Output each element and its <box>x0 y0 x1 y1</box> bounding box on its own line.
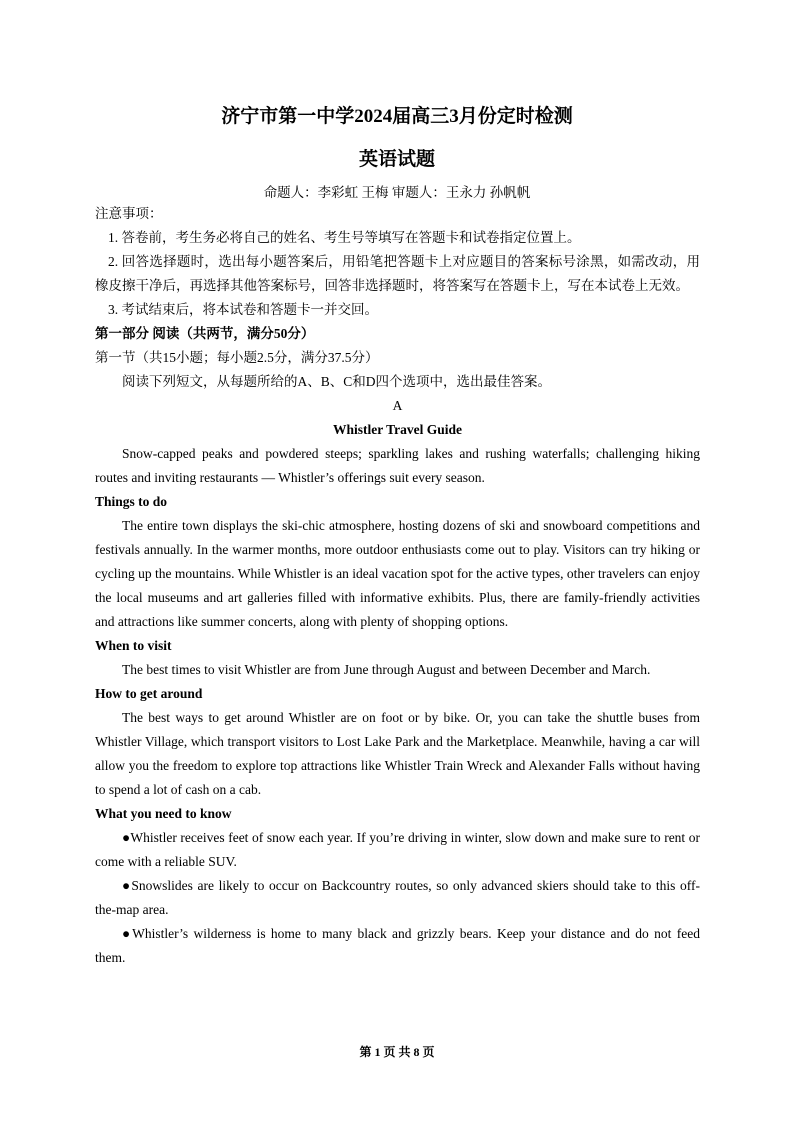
passage-section-heading: How to get around <box>95 686 203 701</box>
passage-label: A <box>392 398 403 413</box>
exam-subtitle: 英语试题 <box>358 149 435 170</box>
exam-body <box>95 202 700 970</box>
note-item: 2. 回答选择题时，选出每小题答案后，用铅笔把答题卡上对应题目的答案标号涂黑，如需改动，用橡皮擦干净后，再选择其他答案标号，回答非选择题时，将答案写在答题卡上，写在本试卷上无效。 <box>95 254 700 293</box>
bullet-paragraph: ●Whistler receives feet of snow each year. If you’re driving in winter, slow down and make sure to rent or come with a reliable SUV. <box>95 830 700 869</box>
passage-section-heading: When to visit <box>95 638 172 653</box>
bullet-paragraph: ●Whistler’s wilderness is home to many black and grizzly bears. Keep your distance and do not feed them. <box>95 926 700 965</box>
passage-section-heading: What you need to know <box>95 806 232 821</box>
bullet-paragraph: ●Snowslides are likely to occur on Backcountry routes, so only advanced skiers should take to this off-the-map area. <box>95 878 700 917</box>
page-number: 第 1 页 共 8 页 <box>359 1045 435 1059</box>
passage-paragraph: The best times to visit Whistler are from June through August and between December and March. <box>122 662 651 677</box>
part-heading: 第一部分 阅读（共两节，满分50分） <box>95 326 315 341</box>
passage-title: Whistler Travel Guide <box>332 422 462 437</box>
section-heading: 第一节（共15小题；每小题2.5分，满分37.5分） <box>95 350 379 365</box>
note-item: 1. 答卷前，考生务必将自己的姓名、考生号等填写在答题卡和试卷指定位置上。 <box>108 230 581 245</box>
passage-paragraph: The entire town displays the ski-chic atmosphere, hosting dozens of ski and snowboard competitions and festivals annually. In the warmer months, more outdoor enthusiasts come out to play. Visitors can try hiking or cycling up the mountains. While Whistler is an ideal vacation spot for the active types, other travelers can enjoy the local museums and art galleries filled with informative exhibits. Plus, there are family-friendly activities and attractions like summer concerts, along with plenty of shopping options. <box>95 518 700 629</box>
note-item: 3. 考试结束后，将本试卷和答题卡一并交回。 <box>108 302 378 317</box>
passage-paragraph: The best ways to get around Whistler are on foot or by bike. Or, you can take the shuttle buses from Whistler Village, which transport visitors to Lost Lake Park and the Marketplace. Meanwhile, having a car will allow you the freedom to explore top attractions like Whistler Train Wreck and Alexander Falls without having to spend a lot of cash on a cab. <box>95 710 700 797</box>
instruction: 阅读下列短文，从每题所给的A、B、C和D四个选项中，选出最佳答案。 <box>122 374 552 389</box>
exam-title: 济宁市第一中学2024届高三3月份定时检测 <box>221 106 573 127</box>
authors-line: 命题人：李彩虹 王梅 审题人：王永力 孙帆帆 <box>263 185 531 200</box>
notes-heading: 注意事项： <box>95 206 163 221</box>
passage-section-heading: Things to do <box>95 494 168 509</box>
passage-intro: Snow-capped peaks and powdered steeps; sparkling lakes and rushing waterfalls; challenging hiking routes and inviting restaurants — Whistler’s offerings suit every season. <box>95 446 700 485</box>
